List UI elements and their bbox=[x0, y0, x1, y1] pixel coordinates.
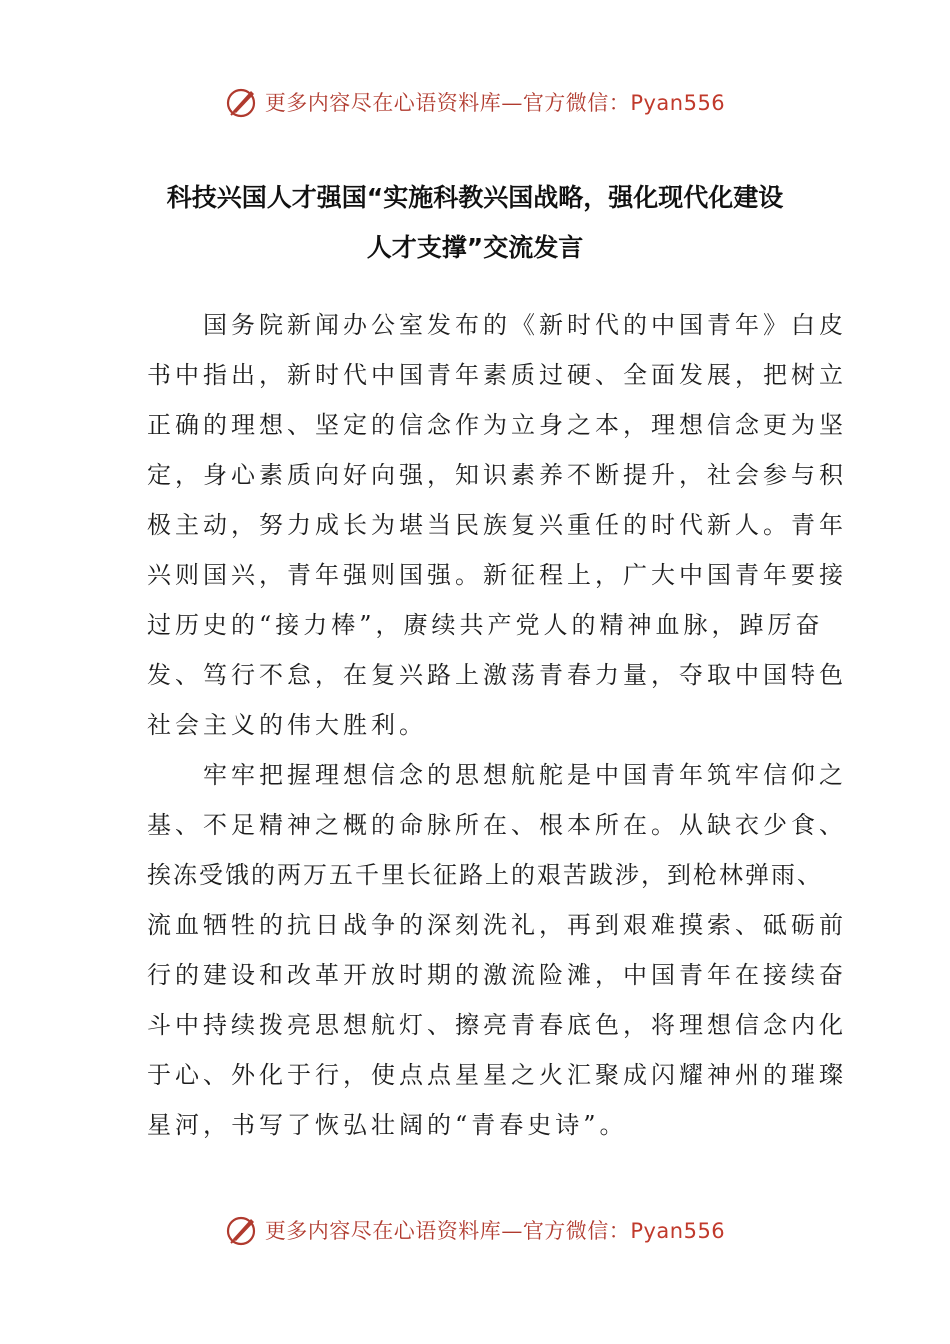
body-line: 社会主义的伟大胜利。 bbox=[147, 711, 427, 739]
header-banner bbox=[0, 82, 950, 122]
body-line: 正确的理想、坚定的信念作为立身之本，理想信念更为坚 bbox=[147, 411, 847, 439]
body-line: 挨冻受饿的两万五千里长征路上的艰苦跋涉，到枪林弹雨、 bbox=[147, 861, 823, 889]
banner-text bbox=[265, 1215, 725, 1245]
body-line: 书中指出，新时代中国青年素质过硬、全面发展，把树立 bbox=[147, 361, 847, 389]
body-line: 牢牢把握理想信念的思想航舵是中国青年筑牢信仰之 bbox=[147, 761, 847, 789]
banner-official-label: 官方微信： bbox=[522, 1219, 631, 1243]
body-line: 基、不足精神之概的命脉所在、根本所在。从缺衣少食、 bbox=[147, 811, 847, 839]
banner-wechat-id: Pyan556 bbox=[630, 91, 726, 115]
document-title-line-2: 人才支撑”交流发言 bbox=[366, 233, 584, 262]
body-line: 国务院新闻办公室发布的《新时代的中国青年》白皮 bbox=[147, 311, 847, 339]
body-line: 于心、外化于行，使点点星星之火汇聚成闪耀神州的璀璨 bbox=[147, 1061, 847, 1089]
body-line: 兴则国兴，青年强则国强。新征程上，广大中国青年要接 bbox=[147, 561, 847, 589]
banner-dash: — bbox=[501, 91, 523, 115]
banner-text bbox=[265, 87, 725, 117]
body-line: 星河，书写了恢弘壮阔的“青春史诗”。 bbox=[147, 1111, 628, 1139]
banner-main-text: 更多内容尽在心语资料库 bbox=[264, 1219, 502, 1243]
document-title-line-1: 科技兴国人才强国“实施科教兴国战略，强化现代化建设 bbox=[166, 183, 784, 212]
body-line: 过历史的“接力棒”，赓续共产党人的精神血脉，踔厉奋 bbox=[147, 611, 824, 639]
body-line: 定，身心素质向好向强，知识素养不断提升，社会参与积 bbox=[147, 461, 847, 489]
footer-banner bbox=[0, 1210, 950, 1250]
body-line: 行的建设和改革开放时期的激流险滩，中国青年在接续奋 bbox=[147, 961, 847, 989]
banner-wechat-id: Pyan556 bbox=[630, 1219, 726, 1243]
banner-main-text: 更多内容尽在心语资料库 bbox=[264, 91, 502, 115]
body-line: 极主动，努力成长为堪当民族复兴重任的时代新人。青年 bbox=[147, 511, 847, 539]
quill-pen-circle-icon bbox=[225, 85, 259, 119]
banner-official-label: 官方微信： bbox=[522, 91, 631, 115]
quill-pen-circle-icon bbox=[225, 1213, 259, 1247]
body-line: 流血牺牲的抗日战争的深刻洗礼，再到艰难摸索、砥砺前 bbox=[147, 911, 847, 939]
banner-dash: — bbox=[501, 1219, 523, 1243]
body-line: 斗中持续拨亮思想航灯、擦亮青春底色，将理想信念内化 bbox=[147, 1011, 847, 1039]
body-line: 发、笃行不怠，在复兴路上激荡青春力量，夺取中国特色 bbox=[147, 661, 847, 689]
